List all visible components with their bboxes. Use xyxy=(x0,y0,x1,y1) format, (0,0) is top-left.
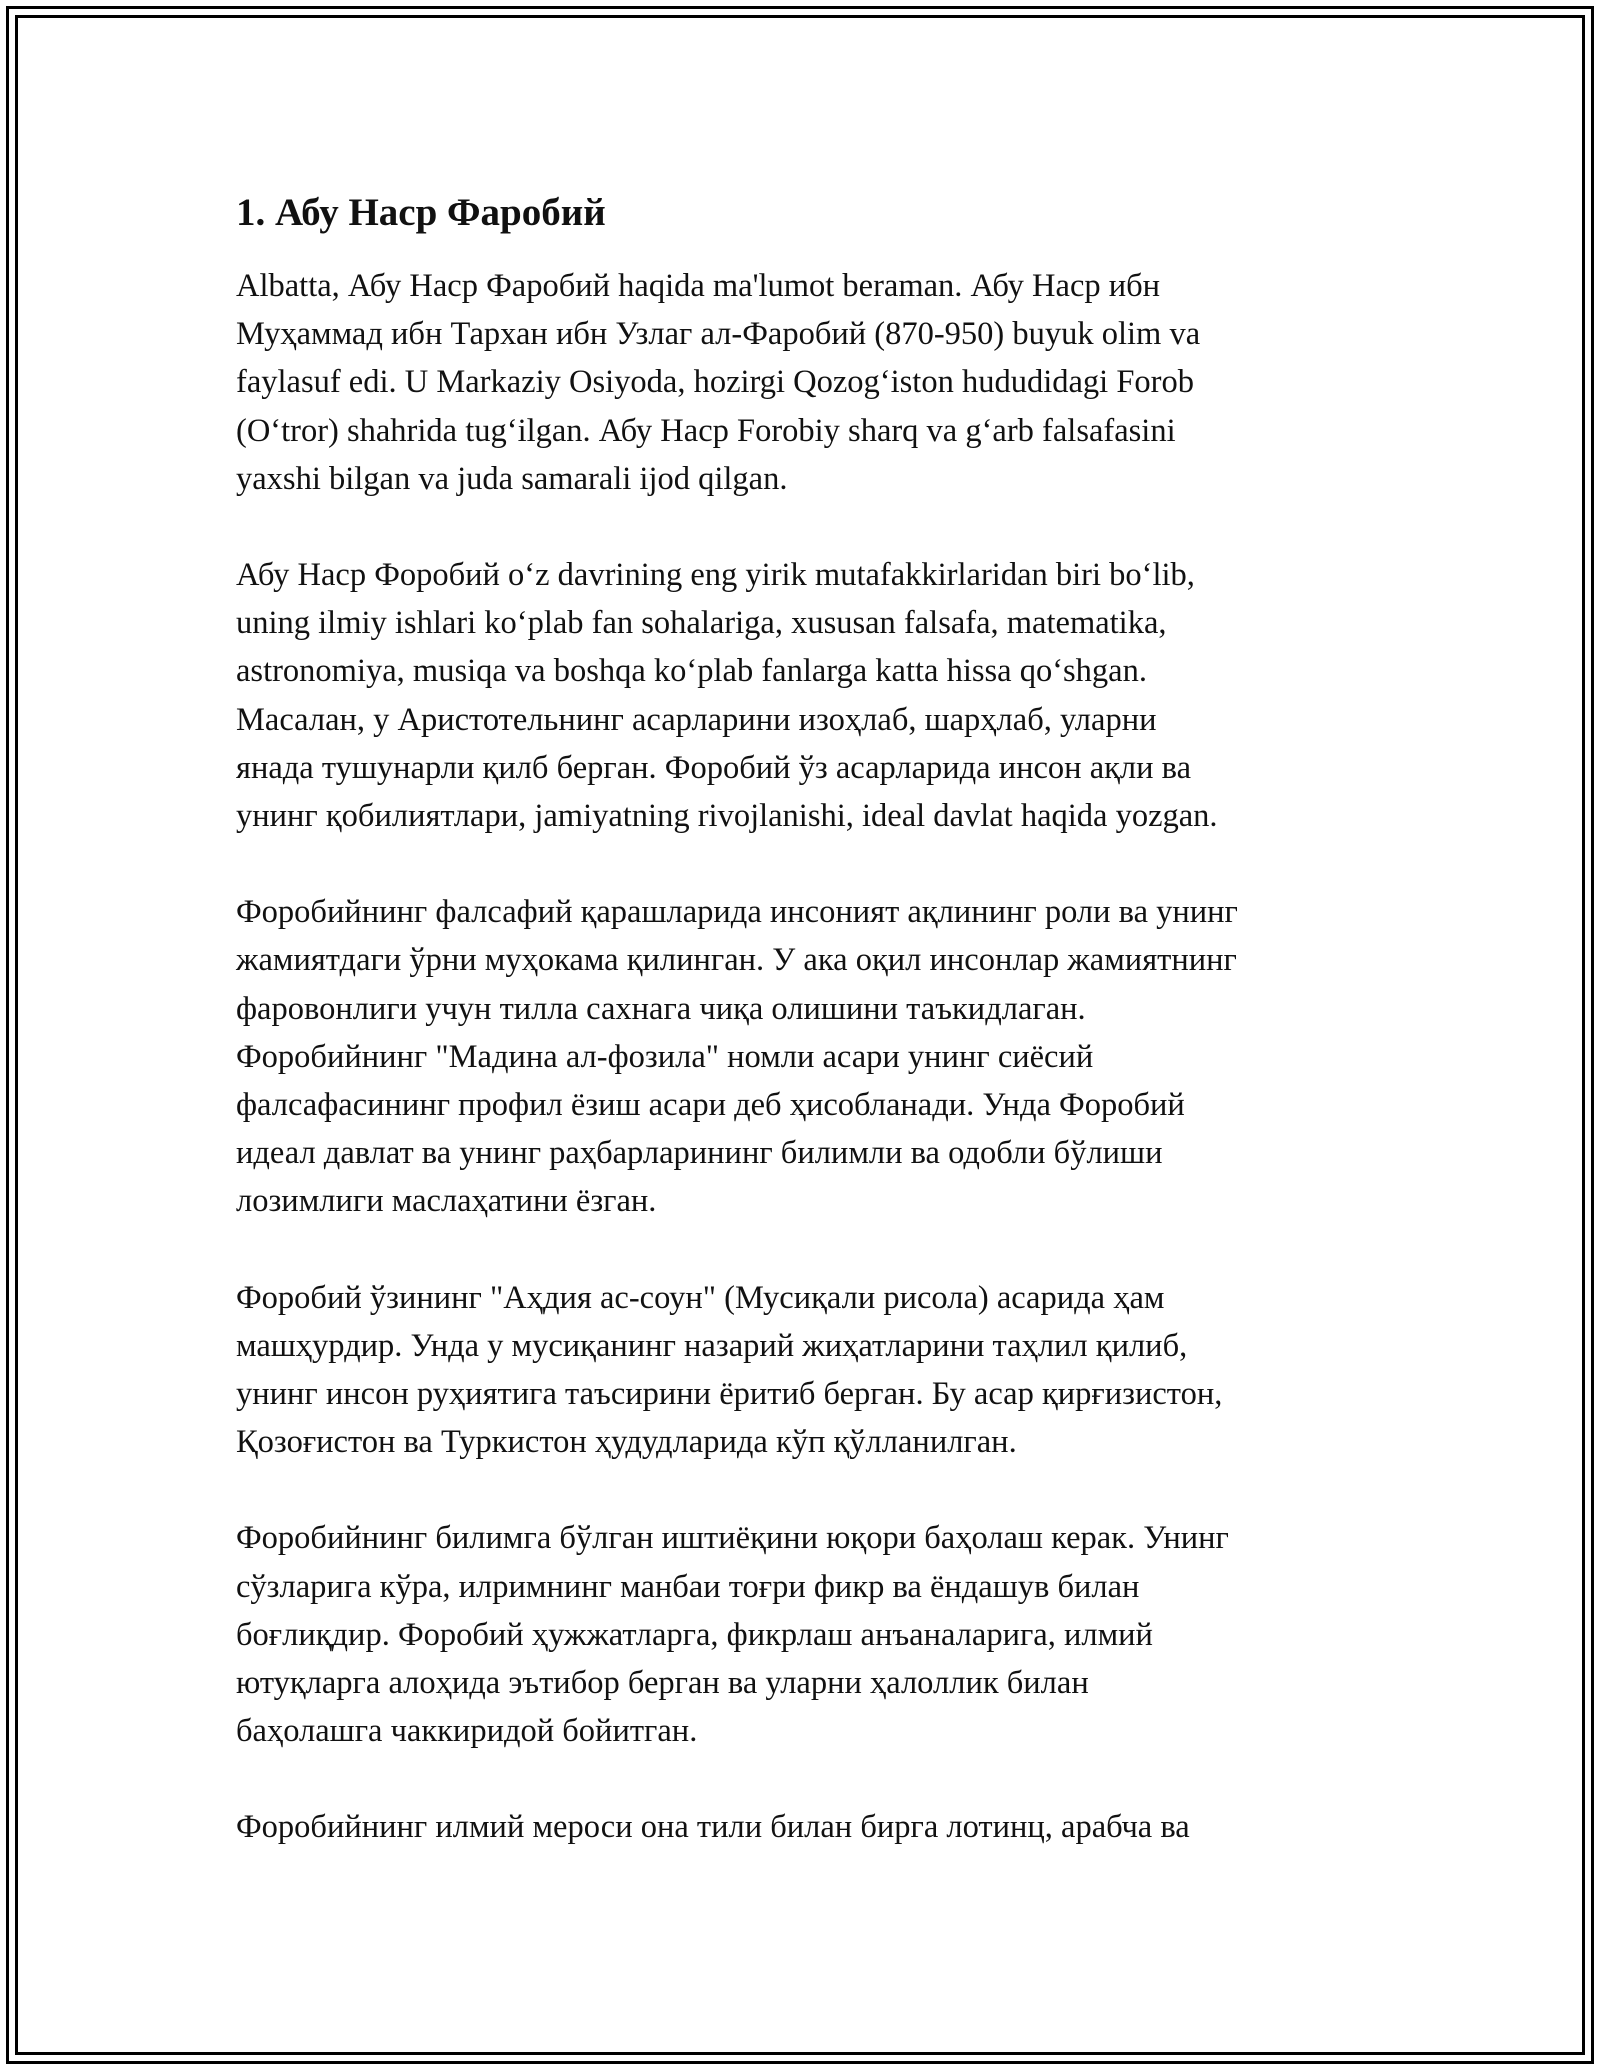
text-line: Форобийнинг билимга бўлган иштиёқини юқори баҳолаш керак. Унинг xyxy=(236,1520,1229,1557)
text-line: Форобийнинг "Мадина ал-фозила" номли асари унинг сиёсий xyxy=(236,1038,1094,1075)
text-line: жамиятдаги ўрни муҳокама қилинган. У ака оқил инсонлар жамиятнинг xyxy=(236,942,1237,979)
text-line: сўзларига кўра, илримнинг манбаи тоғри фикр ва ёндашув билан xyxy=(236,1568,1140,1605)
text-line: faylasuf edi. U Markaziy Osiyoda, hozirgi Qozog‘iston hududidagi Forob xyxy=(236,364,1194,401)
text-line: машҳурдир. Унда у мусиқанинг назарий жиҳатларини таҳлил қилиб, xyxy=(236,1327,1188,1364)
paragraph xyxy=(236,1514,1376,1755)
paragraph xyxy=(236,888,1376,1225)
text-line: uning ilmiy ishlari ko‘plab fan sohalariga, xususan falsafa, matematika, xyxy=(236,605,1167,642)
text-line: баҳолашга чаккиридой бойитган. xyxy=(236,1713,698,1750)
text-line: фалсафасининг профил ёзиш асари деб ҳисобланади. Унда Форобий xyxy=(236,1087,1185,1124)
paragraph xyxy=(236,551,1376,840)
text-line: идеал давлат ва унинг раҳбарларининг билимли ва одобли бўлиши xyxy=(236,1135,1163,1172)
document-page xyxy=(236,186,1376,1900)
text-line: Форобийнинг фалсафий қарашларида инсоният ақлининг роли ва унинг xyxy=(236,894,1238,931)
text-line: astronomiya, musiqa va boshqa ko‘plab fanlarga katta hissa qo‘shgan. xyxy=(236,653,1147,690)
text-line: унинг инсон руҳиятига таъсирини ёритиб берган. Бу асар қирғизистон, xyxy=(236,1376,1223,1413)
paragraph xyxy=(236,1274,1376,1467)
text-line: Муҳаммад ибн Тархан ибн Узлаг ал-Фаробий (870-950) buyuk olim va xyxy=(236,316,1201,353)
section-heading: 1. Абу Наср Фаробий xyxy=(236,191,606,234)
text-line: Қозоғистон ва Туркистон ҳудудларида кўп қўлланилган. xyxy=(236,1424,1017,1461)
document-body xyxy=(236,262,1376,1852)
text-line: Albatta, Абу Наср Фаробий haqida ma'lumot beraman. Абу Наср ибн xyxy=(236,268,1161,304)
text-line: унинг қобилиятлари, jamiyatning rivojlanishi, ideal davlat haqida yozgan. xyxy=(236,798,1218,835)
text-line: янада тушунарли қилб берган. Форобий ўз асарларида инсон ақли ва xyxy=(236,749,1191,786)
text-line: Абу Наср Форобий o‘z davrining eng yirik mutafakkirlaridan biri bo‘lib, xyxy=(236,557,1195,594)
paragraph xyxy=(236,1803,1376,1851)
text-line: боғлиқдир. Форобий ҳужжатларга, фикрлаш анъаналарига, илмий xyxy=(236,1616,1153,1653)
text-line: (O‘tror) shahrida tug‘ilgan. Абу Наср Forobiy sharq va g‘arb falsafasini xyxy=(236,412,1176,449)
text-line: yaxshi bilgan va juda samarali ijod qilgan. xyxy=(236,460,788,497)
text-line: Форобийнинг илмий мероси она тили билан бирга лотинц, арабча ва xyxy=(236,1809,1190,1846)
text-line: фаровонлиги учун тилла сахнага чиқа олишини таъкидлаган. xyxy=(236,990,1086,1027)
text-line: лозимлиги маслаҳатини ёзган. xyxy=(236,1183,657,1220)
text-line: Масалан, у Аристотельнинг асарларини изоҳлаб, шарҳлаб, уларни xyxy=(236,701,1157,738)
text-line: ютуқларга алоҳида эътибор берган ва уларни ҳалоллик билан xyxy=(236,1665,1089,1702)
text-line: Форобий ўзининг "Аҳдия ас-соун" (Мусиқали рисола) асарида ҳам xyxy=(236,1279,1165,1316)
paragraph xyxy=(236,262,1376,503)
